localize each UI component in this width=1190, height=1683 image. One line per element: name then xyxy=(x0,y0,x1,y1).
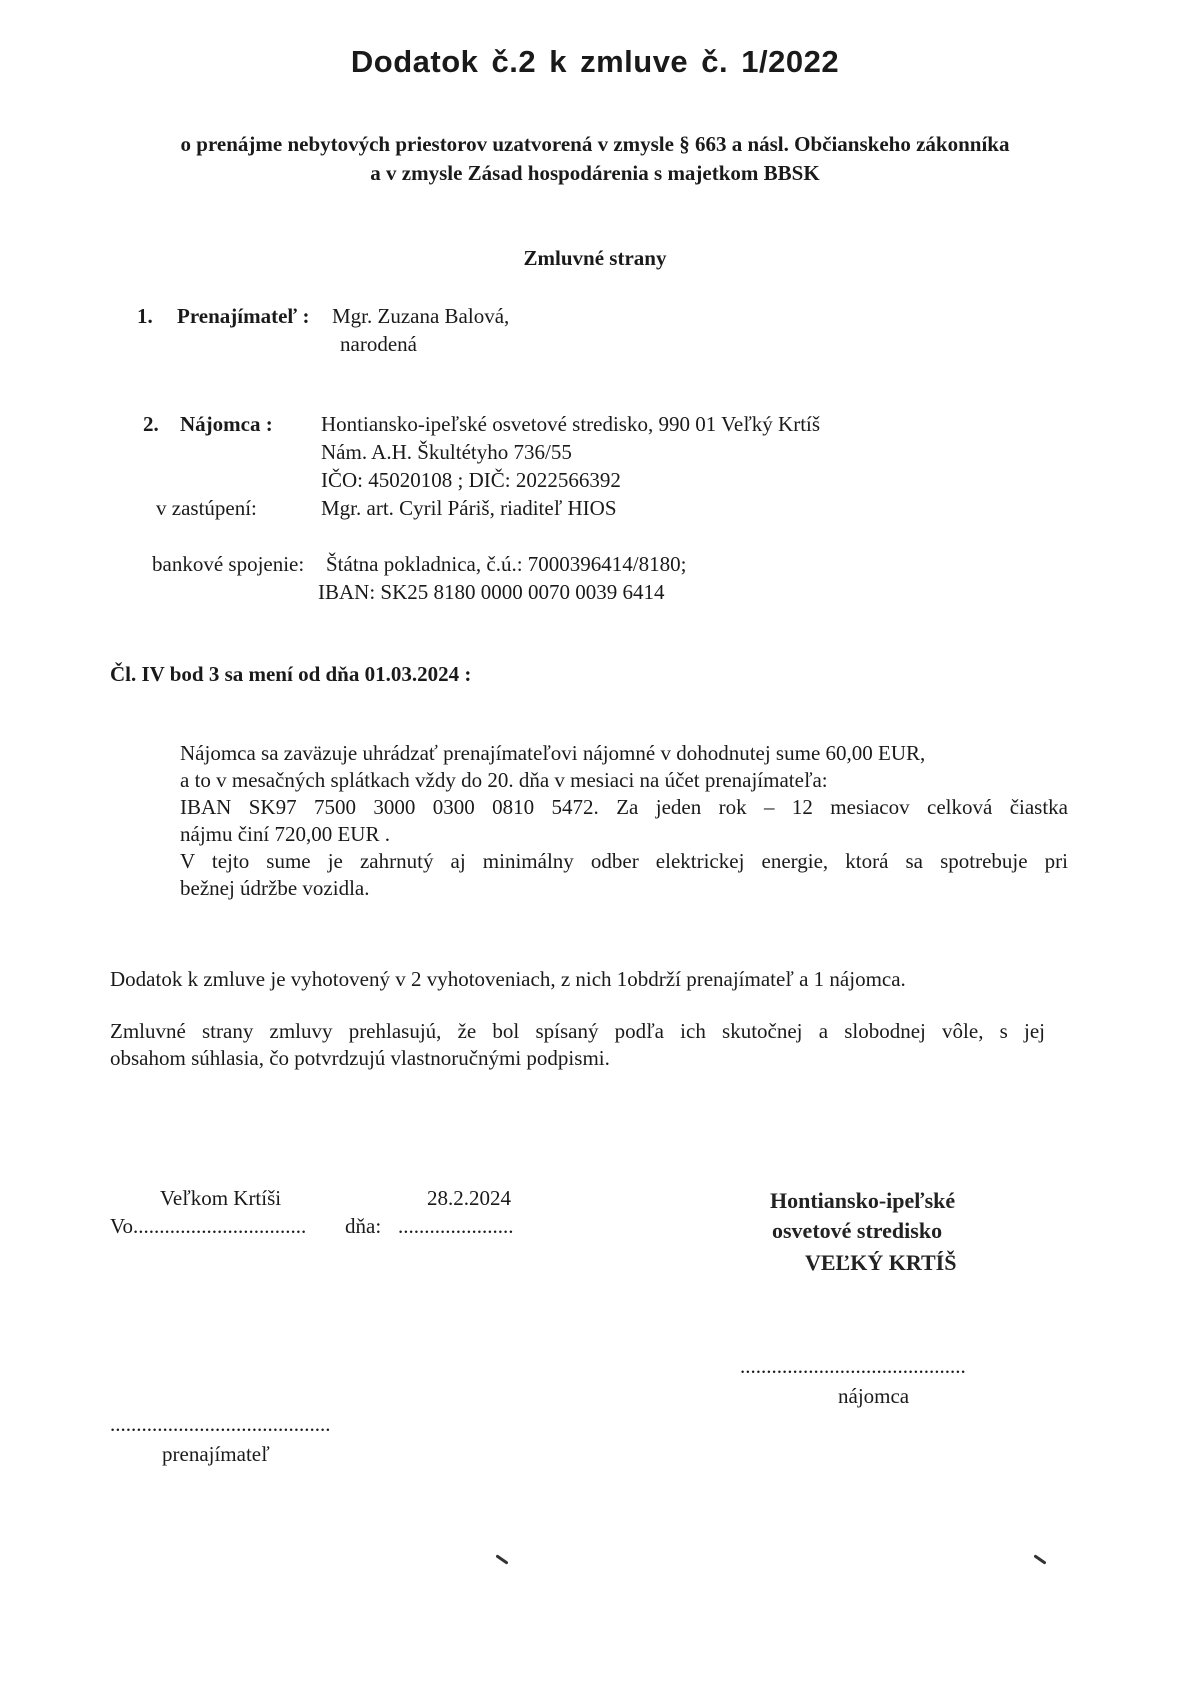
document-title: Dodatok č.2 k zmluve č. 1/2022 xyxy=(350,44,840,79)
article-line-1: Nájomca sa zaväzuje uhrádzať prenajímateľovi nájomné v dohodnutej sume 60,00 EUR, xyxy=(180,741,926,765)
party1-number: 1. xyxy=(137,304,153,328)
party2-address-line-2: Nám. A.H. Škultétyho 736/55 xyxy=(321,440,572,464)
representative: Mgr. art. Cyril Páriš, riaditeľ HIOS xyxy=(321,496,617,520)
parties-heading: Zmluvné strany xyxy=(523,246,667,270)
subtitle-line-1: o prenájme nebytových priestorov uzatvorená v zmysle § 663 a násl. Občianskeho zákonníka xyxy=(180,132,1010,156)
party1-role: Prenajímateľ : xyxy=(177,304,310,328)
scan-mark-left xyxy=(495,1554,508,1564)
tenant-signature-label: nájomca xyxy=(838,1384,910,1408)
signature-place-filled: Veľkom Krtíši xyxy=(160,1186,282,1210)
signature-date-label: dňa: xyxy=(345,1214,382,1238)
representation-label: v zastúpení: xyxy=(156,496,257,520)
bank-iban: IBAN: SK25 8180 0000 0070 0039 6414 xyxy=(318,580,665,604)
agreement-line-2: obsahom súhlasia, čo potvrdzujú vlastnoručnými podpismi. xyxy=(110,1046,610,1070)
article-line-2: a to v mesačných splátkach vždy do 20. dňa v mesiaci na účet prenajímateľa: xyxy=(180,768,828,792)
party1-name: Mgr. Zuzana Balová, xyxy=(332,304,510,328)
article-heading: Čl. IV bod 3 sa mení od dňa 01.03.2024 : xyxy=(110,662,472,686)
article-line-3: IBAN SK97 7500 3000 0300 0810 5472. Za jeden rok – 12 mesiacov celková čiastka xyxy=(180,795,1068,819)
signature-date-dots: ...................... xyxy=(398,1214,514,1238)
party2-address-line-1: Hontiansko-ipeľské osvetové stredisko, 990 01 Veľký Krtíš xyxy=(321,412,821,436)
party2-ids: IČO: 45020108 ; DIČ: 2022566392 xyxy=(321,468,621,492)
tenant-stamp-line-2: osvetové stredisko xyxy=(772,1218,943,1243)
scan-mark-right xyxy=(1033,1554,1046,1564)
subtitle-line-2: a v zmysle Zásad hospodárenia s majetkom BBSK xyxy=(370,161,820,185)
document-subtitle xyxy=(60,130,1130,188)
agreement-line-1: Zmluvné strany zmluvy prehlasujú, že bol spísaný podľa ich skutočnej a slobodnej vôle, s jej xyxy=(110,1019,1045,1043)
signature-date-filled: 28.2.2024 xyxy=(427,1186,511,1210)
tenant-signature-line: ........................................... xyxy=(740,1354,966,1378)
article-line-5: V tejto sume je zahrnutý aj minimálny odber elektrickej energie, ktorá sa spotrebuje pri xyxy=(180,849,1068,873)
article-line-6: bežnej údržbe vozidla. xyxy=(180,876,370,900)
landlord-signature-line: .......................................... xyxy=(110,1412,331,1436)
agreement-statement xyxy=(110,1018,1045,1072)
party2-number: 2. xyxy=(143,412,159,436)
bank-account: Štátna pokladnica, č.ú.: 7000396414/8180; xyxy=(326,552,687,576)
copies-statement: Dodatok k zmluve je vyhotovený v 2 vyhotoveniach, z nich 1obdrží prenajímateľ a 1 nájomca. xyxy=(110,967,906,991)
article-body xyxy=(180,740,1068,902)
article-line-4: nájmu činí 720,00 EUR . xyxy=(180,822,390,846)
tenant-stamp-line-3: VEĽKÝ KRTÍŠ xyxy=(805,1250,957,1275)
signature-place-label: Vo................................. xyxy=(110,1214,307,1238)
landlord-signature-label: prenajímateľ xyxy=(162,1442,270,1466)
bank-label: bankové spojenie: xyxy=(152,552,305,576)
party2-role: Nájomca : xyxy=(180,412,273,436)
tenant-stamp-line-1: Hontiansko-ipeľské xyxy=(770,1188,956,1213)
party1-born-label: narodená xyxy=(340,332,417,356)
